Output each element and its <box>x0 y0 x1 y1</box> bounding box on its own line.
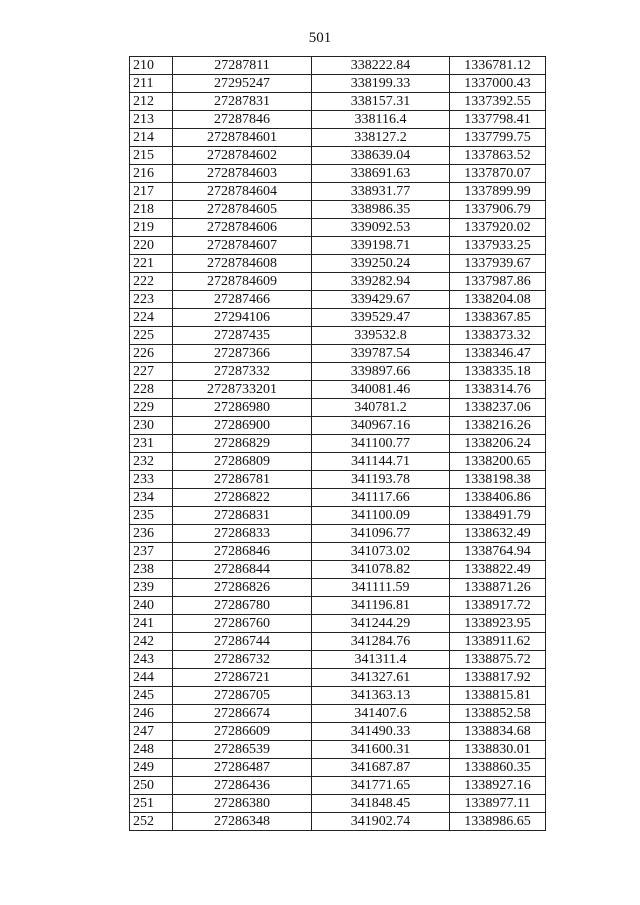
table-row <box>130 165 546 183</box>
point-number-cell: 248 <box>130 741 173 759</box>
point-number-cell: 213 <box>130 111 173 129</box>
point-number-cell: 216 <box>130 165 173 183</box>
coordinates-table <box>129 56 546 831</box>
table-row <box>130 57 546 75</box>
x-coordinate-cell: 339897.66 <box>312 363 450 381</box>
x-coordinate-cell: 338691.63 <box>312 165 450 183</box>
point-id-cell: 27286487 <box>173 759 312 777</box>
point-id-cell: 27286721 <box>173 669 312 687</box>
point-id-cell: 2728784607 <box>173 237 312 255</box>
x-coordinate-cell: 341311.4 <box>312 651 450 669</box>
y-coordinate-cell: 1337939.67 <box>450 255 546 273</box>
table-row <box>130 543 546 561</box>
y-coordinate-cell: 1337920.02 <box>450 219 546 237</box>
table-row <box>130 561 546 579</box>
point-id-cell: 27286980 <box>173 399 312 417</box>
point-id-cell: 27286809 <box>173 453 312 471</box>
y-coordinate-cell: 1338346.47 <box>450 345 546 363</box>
x-coordinate-cell: 339198.71 <box>312 237 450 255</box>
y-coordinate-cell: 1337899.99 <box>450 183 546 201</box>
y-coordinate-cell: 1338923.95 <box>450 615 546 633</box>
point-id-cell: 27287811 <box>173 57 312 75</box>
x-coordinate-cell: 341363.13 <box>312 687 450 705</box>
table-row <box>130 327 546 345</box>
point-id-cell: 27286833 <box>173 525 312 543</box>
table-row <box>130 255 546 273</box>
table-row <box>130 417 546 435</box>
x-coordinate-cell: 341327.61 <box>312 669 450 687</box>
point-id-cell: 2728784602 <box>173 147 312 165</box>
point-id-cell: 2728784606 <box>173 219 312 237</box>
x-coordinate-cell: 340081.46 <box>312 381 450 399</box>
point-number-cell: 238 <box>130 561 173 579</box>
point-id-cell: 2728784601 <box>173 129 312 147</box>
x-coordinate-cell: 339250.24 <box>312 255 450 273</box>
table-row <box>130 219 546 237</box>
point-id-cell: 27287831 <box>173 93 312 111</box>
y-coordinate-cell: 1338237.06 <box>450 399 546 417</box>
point-id-cell: 27286844 <box>173 561 312 579</box>
y-coordinate-cell: 1336781.12 <box>450 57 546 75</box>
y-coordinate-cell: 1338335.18 <box>450 363 546 381</box>
x-coordinate-cell: 339429.67 <box>312 291 450 309</box>
x-coordinate-cell: 338199.33 <box>312 75 450 93</box>
y-coordinate-cell: 1337798.41 <box>450 111 546 129</box>
point-number-cell: 215 <box>130 147 173 165</box>
table-row <box>130 579 546 597</box>
y-coordinate-cell: 1338200.65 <box>450 453 546 471</box>
table-row <box>130 471 546 489</box>
table-row <box>130 363 546 381</box>
y-coordinate-cell: 1338986.65 <box>450 813 546 831</box>
point-number-cell: 247 <box>130 723 173 741</box>
table-row <box>130 453 546 471</box>
point-id-cell: 2728784604 <box>173 183 312 201</box>
y-coordinate-cell: 1338917.72 <box>450 597 546 615</box>
point-number-cell: 225 <box>130 327 173 345</box>
table-row <box>130 777 546 795</box>
point-id-cell: 27286760 <box>173 615 312 633</box>
x-coordinate-cell: 341284.76 <box>312 633 450 651</box>
point-number-cell: 218 <box>130 201 173 219</box>
point-id-cell: 27295247 <box>173 75 312 93</box>
point-number-cell: 236 <box>130 525 173 543</box>
table-row <box>130 723 546 741</box>
point-number-cell: 212 <box>130 93 173 111</box>
table-row <box>130 795 546 813</box>
x-coordinate-cell: 341848.45 <box>312 795 450 813</box>
x-coordinate-cell: 341111.59 <box>312 579 450 597</box>
table-row <box>130 597 546 615</box>
y-coordinate-cell: 1337987.86 <box>450 273 546 291</box>
y-coordinate-cell: 1338491.79 <box>450 507 546 525</box>
point-id-cell: 27287332 <box>173 363 312 381</box>
point-id-cell: 27286348 <box>173 813 312 831</box>
y-coordinate-cell: 1338911.62 <box>450 633 546 651</box>
point-id-cell: 27286674 <box>173 705 312 723</box>
x-coordinate-cell: 341144.71 <box>312 453 450 471</box>
x-coordinate-cell: 341244.29 <box>312 615 450 633</box>
point-number-cell: 242 <box>130 633 173 651</box>
point-id-cell: 2728784603 <box>173 165 312 183</box>
point-number-cell: 229 <box>130 399 173 417</box>
point-id-cell: 27286900 <box>173 417 312 435</box>
table-row <box>130 75 546 93</box>
x-coordinate-cell: 338127.2 <box>312 129 450 147</box>
point-number-cell: 249 <box>130 759 173 777</box>
table-row <box>130 669 546 687</box>
y-coordinate-cell: 1338367.85 <box>450 309 546 327</box>
y-coordinate-cell: 1337799.75 <box>450 129 546 147</box>
table-row <box>130 399 546 417</box>
point-id-cell: 27286846 <box>173 543 312 561</box>
table-row <box>130 633 546 651</box>
point-id-cell: 2728784609 <box>173 273 312 291</box>
y-coordinate-cell: 1337870.07 <box>450 165 546 183</box>
x-coordinate-cell: 341902.74 <box>312 813 450 831</box>
table-row <box>130 183 546 201</box>
point-number-cell: 250 <box>130 777 173 795</box>
y-coordinate-cell: 1338834.68 <box>450 723 546 741</box>
point-number-cell: 239 <box>130 579 173 597</box>
x-coordinate-cell: 341193.78 <box>312 471 450 489</box>
point-id-cell: 27287846 <box>173 111 312 129</box>
y-coordinate-cell: 1338216.26 <box>450 417 546 435</box>
y-coordinate-cell: 1338860.35 <box>450 759 546 777</box>
table-row <box>130 381 546 399</box>
point-number-cell: 223 <box>130 291 173 309</box>
point-number-cell: 244 <box>130 669 173 687</box>
y-coordinate-cell: 1337000.43 <box>450 75 546 93</box>
y-coordinate-cell: 1338977.11 <box>450 795 546 813</box>
point-number-cell: 234 <box>130 489 173 507</box>
y-coordinate-cell: 1338830.01 <box>450 741 546 759</box>
point-number-cell: 231 <box>130 435 173 453</box>
point-id-cell: 27286732 <box>173 651 312 669</box>
point-number-cell: 219 <box>130 219 173 237</box>
point-number-cell: 227 <box>130 363 173 381</box>
point-id-cell: 27286705 <box>173 687 312 705</box>
point-number-cell: 230 <box>130 417 173 435</box>
x-coordinate-cell: 341196.81 <box>312 597 450 615</box>
x-coordinate-cell: 339092.53 <box>312 219 450 237</box>
point-id-cell: 2728784608 <box>173 255 312 273</box>
x-coordinate-cell: 338157.31 <box>312 93 450 111</box>
point-number-cell: 211 <box>130 75 173 93</box>
x-coordinate-cell: 338931.77 <box>312 183 450 201</box>
table-row <box>130 489 546 507</box>
y-coordinate-cell: 1337933.25 <box>450 237 546 255</box>
table-row <box>130 741 546 759</box>
y-coordinate-cell: 1338817.92 <box>450 669 546 687</box>
x-coordinate-cell: 341096.77 <box>312 525 450 543</box>
x-coordinate-cell: 341771.65 <box>312 777 450 795</box>
x-coordinate-cell: 339529.47 <box>312 309 450 327</box>
x-coordinate-cell: 341600.31 <box>312 741 450 759</box>
y-coordinate-cell: 1338198.38 <box>450 471 546 489</box>
y-coordinate-cell: 1337863.52 <box>450 147 546 165</box>
point-id-cell: 27286831 <box>173 507 312 525</box>
y-coordinate-cell: 1338815.81 <box>450 687 546 705</box>
table-row <box>130 291 546 309</box>
point-id-cell: 2728733201 <box>173 381 312 399</box>
y-coordinate-cell: 1338927.16 <box>450 777 546 795</box>
y-coordinate-cell: 1338632.49 <box>450 525 546 543</box>
point-id-cell: 27286781 <box>173 471 312 489</box>
table-row <box>130 705 546 723</box>
point-number-cell: 228 <box>130 381 173 399</box>
table-row <box>130 507 546 525</box>
y-coordinate-cell: 1338373.32 <box>450 327 546 345</box>
x-coordinate-cell: 338986.35 <box>312 201 450 219</box>
x-coordinate-cell: 338639.04 <box>312 147 450 165</box>
point-id-cell: 27287435 <box>173 327 312 345</box>
point-number-cell: 226 <box>130 345 173 363</box>
table-row <box>130 273 546 291</box>
table-row <box>130 615 546 633</box>
point-number-cell: 233 <box>130 471 173 489</box>
x-coordinate-cell: 341100.09 <box>312 507 450 525</box>
point-id-cell: 27287466 <box>173 291 312 309</box>
table-row <box>130 309 546 327</box>
x-coordinate-cell: 341078.82 <box>312 561 450 579</box>
table-row <box>130 147 546 165</box>
x-coordinate-cell: 341687.87 <box>312 759 450 777</box>
table-row <box>130 93 546 111</box>
table-row <box>130 345 546 363</box>
x-coordinate-cell: 341407.6 <box>312 705 450 723</box>
point-id-cell: 27286744 <box>173 633 312 651</box>
table-row <box>130 651 546 669</box>
point-id-cell: 27286829 <box>173 435 312 453</box>
table-row <box>130 435 546 453</box>
point-number-cell: 210 <box>130 57 173 75</box>
x-coordinate-cell: 341490.33 <box>312 723 450 741</box>
point-number-cell: 232 <box>130 453 173 471</box>
y-coordinate-cell: 1338406.86 <box>450 489 546 507</box>
point-number-cell: 217 <box>130 183 173 201</box>
point-number-cell: 221 <box>130 255 173 273</box>
coordinates-table-body <box>130 57 546 831</box>
x-coordinate-cell: 338116.4 <box>312 111 450 129</box>
point-id-cell: 27286436 <box>173 777 312 795</box>
y-coordinate-cell: 1338822.49 <box>450 561 546 579</box>
x-coordinate-cell: 341100.77 <box>312 435 450 453</box>
x-coordinate-cell: 341117.66 <box>312 489 450 507</box>
table-row <box>130 111 546 129</box>
point-number-cell: 222 <box>130 273 173 291</box>
point-id-cell: 2728784605 <box>173 201 312 219</box>
y-coordinate-cell: 1337906.79 <box>450 201 546 219</box>
point-id-cell: 27286826 <box>173 579 312 597</box>
table-row <box>130 237 546 255</box>
table-row <box>130 759 546 777</box>
y-coordinate-cell: 1337392.55 <box>450 93 546 111</box>
page-number: 501 <box>308 30 332 46</box>
x-coordinate-cell: 338222.84 <box>312 57 450 75</box>
table-row <box>130 525 546 543</box>
point-number-cell: 245 <box>130 687 173 705</box>
y-coordinate-cell: 1338871.26 <box>450 579 546 597</box>
table-row <box>130 687 546 705</box>
table-row <box>130 201 546 219</box>
x-coordinate-cell: 339787.54 <box>312 345 450 363</box>
point-number-cell: 240 <box>130 597 173 615</box>
x-coordinate-cell: 340781.2 <box>312 399 450 417</box>
point-number-cell: 235 <box>130 507 173 525</box>
point-number-cell: 214 <box>130 129 173 147</box>
point-number-cell: 246 <box>130 705 173 723</box>
x-coordinate-cell: 339532.8 <box>312 327 450 345</box>
point-id-cell: 27286609 <box>173 723 312 741</box>
y-coordinate-cell: 1338852.58 <box>450 705 546 723</box>
y-coordinate-cell: 1338875.72 <box>450 651 546 669</box>
y-coordinate-cell: 1338764.94 <box>450 543 546 561</box>
y-coordinate-cell: 1338314.76 <box>450 381 546 399</box>
x-coordinate-cell: 341073.02 <box>312 543 450 561</box>
table-row <box>130 813 546 831</box>
table-row <box>130 129 546 147</box>
x-coordinate-cell: 340967.16 <box>312 417 450 435</box>
point-id-cell: 27286539 <box>173 741 312 759</box>
point-number-cell: 241 <box>130 615 173 633</box>
x-coordinate-cell: 339282.94 <box>312 273 450 291</box>
point-number-cell: 220 <box>130 237 173 255</box>
point-number-cell: 251 <box>130 795 173 813</box>
point-number-cell: 237 <box>130 543 173 561</box>
point-number-cell: 224 <box>130 309 173 327</box>
point-id-cell: 27294106 <box>173 309 312 327</box>
point-id-cell: 27286822 <box>173 489 312 507</box>
point-id-cell: 27286380 <box>173 795 312 813</box>
point-number-cell: 243 <box>130 651 173 669</box>
y-coordinate-cell: 1338206.24 <box>450 435 546 453</box>
point-number-cell: 252 <box>130 813 173 831</box>
point-id-cell: 27287366 <box>173 345 312 363</box>
point-id-cell: 27286780 <box>173 597 312 615</box>
y-coordinate-cell: 1338204.08 <box>450 291 546 309</box>
